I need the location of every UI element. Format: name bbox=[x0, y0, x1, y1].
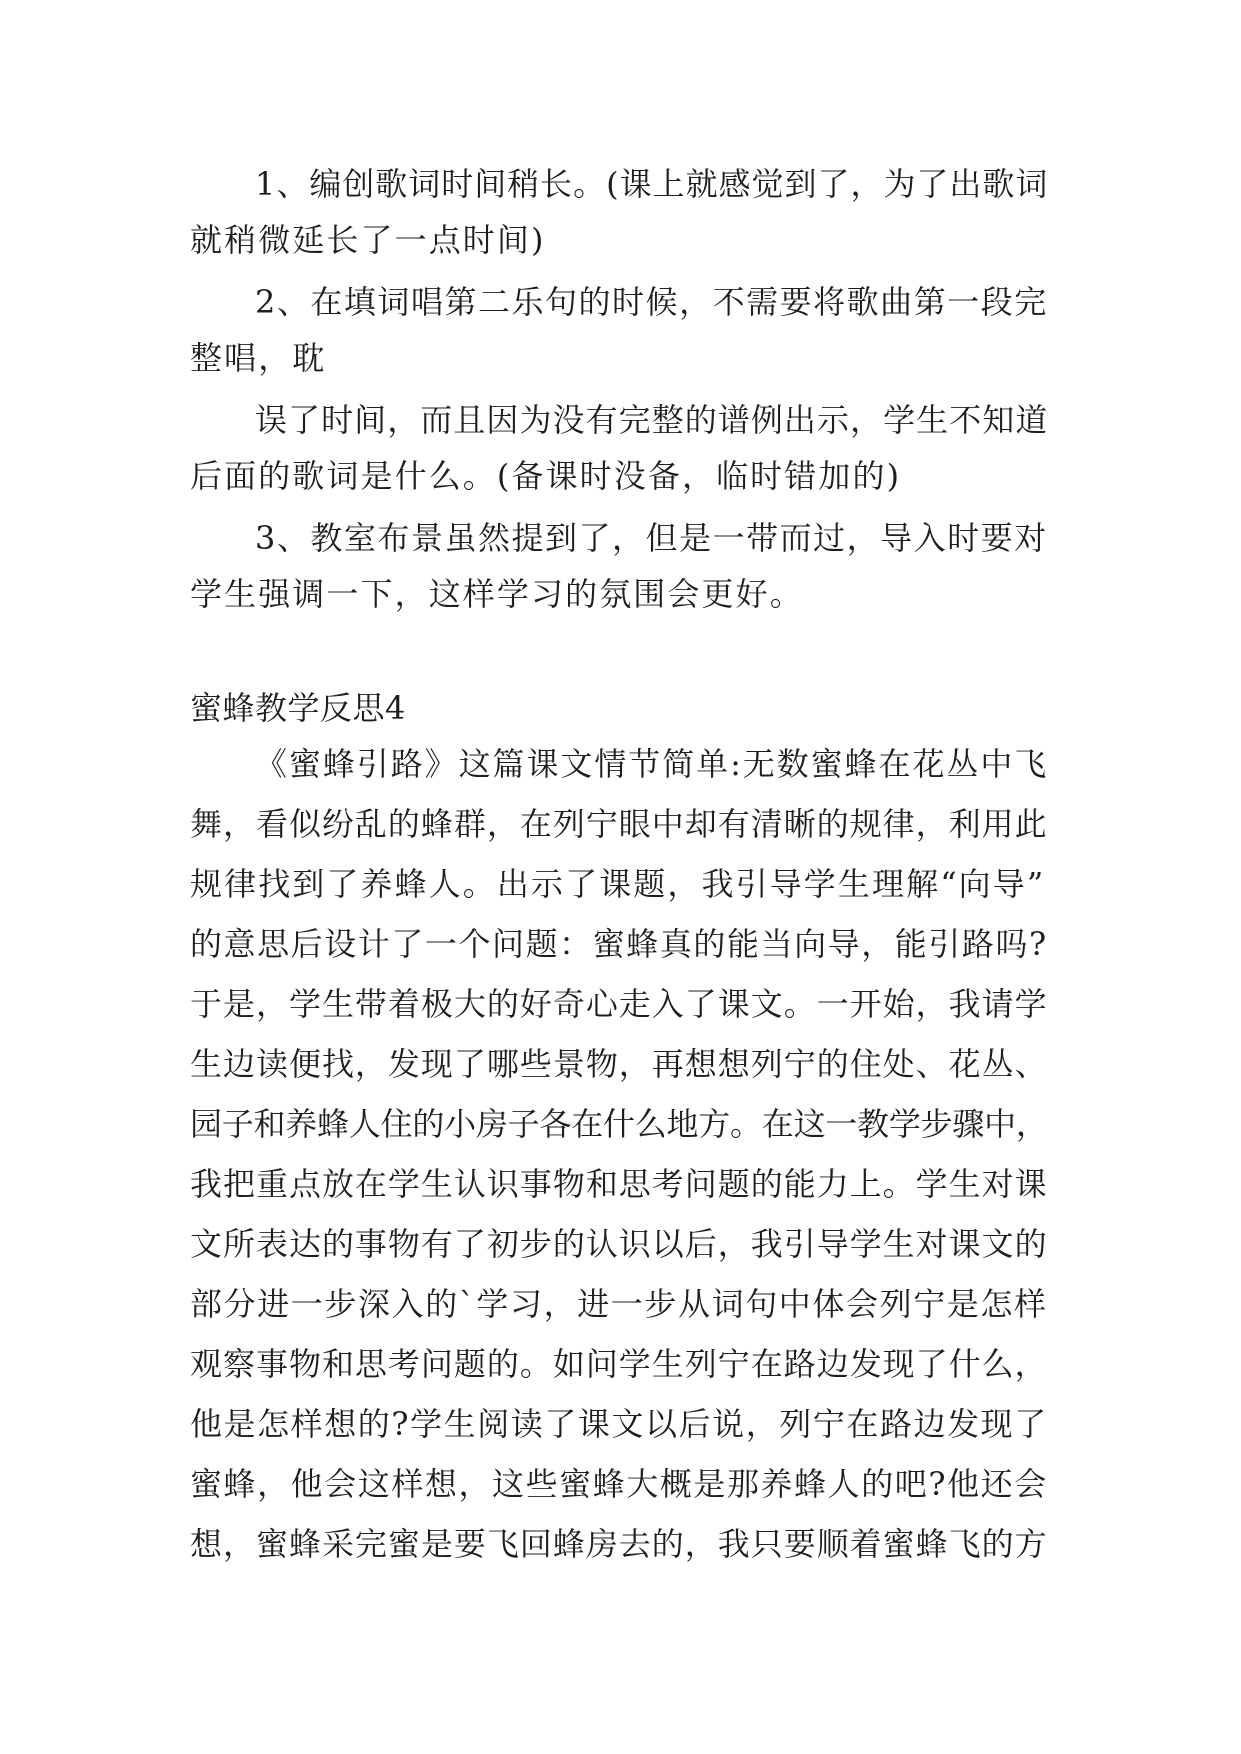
section-heading: 蜜蜂教学反思4 bbox=[190, 689, 406, 727]
text-line: 生边读便找，发现了哪些景物，再想想列宁的住处、花丛、 bbox=[190, 1045, 1048, 1083]
text-line: 想，蜜蜂采完蜜是要飞回蜂房去的，我只要顺着蜜蜂飞的方 bbox=[190, 1525, 1048, 1563]
text-line: 整唱，耽 bbox=[190, 339, 327, 377]
text-line: 1、编创歌词时间稍长。(课上就感觉到了，为了出歌词 bbox=[255, 165, 1049, 203]
text-line: 于是，学生带着极大的好奇心走入了课文。一开始，我请学 bbox=[190, 985, 1048, 1023]
text-line: 他是怎样想的?学生阅读了课文以后说，列宁在路边发现了 bbox=[190, 1405, 1048, 1443]
text-line: 后面的歌词是什么。(备课时没备，临时错加的) bbox=[190, 457, 902, 495]
text-line: 2、在填词唱第二乐句的时候，不需要将歌曲第一段完 bbox=[255, 283, 1048, 321]
text-line: 误了时间，而且因为没有完整的谱例出示，学生不知道 bbox=[255, 401, 1049, 439]
text-line: 园子和养蜂人住的小房子各在什么地方。在这一教学步骤中， bbox=[190, 1105, 1048, 1143]
text-line: 《蜜蜂引路》这篇课文情节简单:无数蜜蜂在花丛中飞 bbox=[255, 745, 1049, 783]
text-line: 的意思后设计了一个问题：蜜蜂真的能当向导，能引路吗? bbox=[190, 925, 1048, 963]
text-line: 观察事物和思考问题的。如问学生列宁在路边发现了什么， bbox=[190, 1345, 1048, 1383]
text-line: 蜜蜂，他会这样想，这些蜜蜂大概是那养蜂人的吧?他还会 bbox=[190, 1465, 1048, 1503]
text-line: 就稍微延长了一点时间) bbox=[190, 221, 546, 259]
text-line: 文所表达的事物有了初步的认识以后，我引导学生对课文的 bbox=[190, 1225, 1048, 1263]
text-line: 规律找到了养蜂人。出示了课题，我引导学生理解“向导” bbox=[190, 865, 1046, 903]
text-line: 舞，看似纷乱的蜂群，在列宁眼中却有清晰的规律，利用此 bbox=[190, 805, 1048, 843]
text-line: 我把重点放在学生认识事物和思考问题的能力上。学生对课 bbox=[190, 1165, 1048, 1203]
text-line: 学生强调一下，这样学习的氛围会更好。 bbox=[190, 575, 804, 613]
text-line: 部分进一步深入的`学习，进一步从词句中体会列宁是怎样 bbox=[190, 1285, 1048, 1323]
text-line: 3、教室布景虽然提到了，但是一带而过，导入时要对 bbox=[255, 519, 1048, 557]
